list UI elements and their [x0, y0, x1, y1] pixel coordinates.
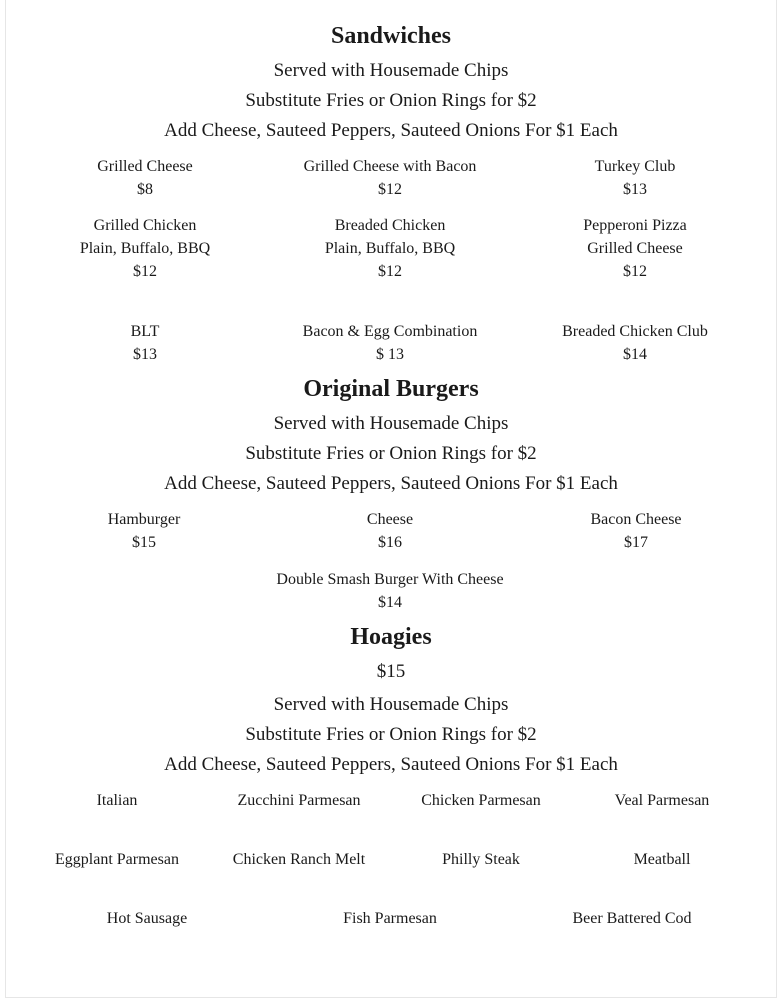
item-name: Breaded Chicken Club — [562, 323, 708, 340]
item-price: $12 — [378, 263, 402, 280]
item-price: $12 — [623, 263, 647, 280]
menu-item-turkey-club — [505, 155, 765, 201]
hoagies-note-chips: Served with Housemade Chips — [273, 694, 509, 715]
menu-item-breaded-chicken-club — [505, 320, 765, 366]
burgers-note-addons: Add Cheese, Sauteed Peppers, Sauteed Onions For $1 Each — [164, 473, 618, 494]
menu-item-bacon-egg — [260, 320, 520, 366]
hoagies-price: $15 — [376, 661, 406, 682]
hoagie-fish-parmesan: Fish Parmesan — [343, 910, 437, 927]
item-price: $13 — [133, 346, 157, 363]
menu-item-hamburger — [14, 508, 274, 554]
item-name: Cheese — [366, 511, 414, 528]
item-name: Grilled Chicken — [93, 217, 197, 234]
hoagie-eggplant-parmesan: Eggplant Parmesan — [55, 851, 179, 868]
menu-item-grilled-cheese — [15, 155, 275, 201]
item-price: $14 — [378, 594, 402, 611]
menu-item-bacon-cheese — [506, 508, 766, 554]
item-price: $16 — [378, 534, 402, 551]
item-sub: Plain, Buffalo, BBQ — [324, 240, 456, 257]
menu-item-double-smash — [210, 568, 570, 614]
item-price: $8 — [137, 181, 153, 198]
item-price: $15 — [132, 534, 156, 551]
menu-item-pepperoni-pizza — [505, 214, 765, 283]
menu-item-grilled-chicken — [15, 214, 275, 283]
hoagie-meatball: Meatball — [633, 851, 691, 868]
sandwiches-note-addons: Add Cheese, Sauteed Peppers, Sauteed Onions For $1 Each — [164, 120, 618, 141]
item-name: Grilled Cheese with Bacon — [303, 158, 477, 175]
sandwiches-note-chips: Served with Housemade Chips — [273, 60, 509, 81]
item-name: Breaded Chicken — [334, 217, 446, 234]
hoagie-hot-sausage: Hot Sausage — [106, 910, 188, 927]
menu-item-grilled-cheese-bacon — [260, 155, 520, 201]
hoagie-italian: Italian — [96, 792, 138, 809]
hoagie-chicken-ranch-melt: Chicken Ranch Melt — [232, 851, 366, 868]
item-name: Turkey Club — [594, 158, 676, 175]
item-name: Double Smash Burger With Cheese — [276, 571, 504, 588]
item-sub: Grilled Cheese — [587, 240, 683, 257]
menu-item-cheese — [260, 508, 520, 554]
hoagies-note-substitute: Substitute Fries or Onion Rings for $2 — [245, 724, 537, 745]
hoagie-veal-parmesan: Veal Parmesan — [614, 792, 710, 809]
item-name: Bacon Cheese — [590, 511, 682, 528]
hoagie-beer-battered-cod: Beer Battered Cod — [572, 910, 692, 927]
page-frame — [5, 0, 777, 998]
item-name: BLT — [130, 323, 160, 340]
item-price: $14 — [623, 346, 647, 363]
item-price: $17 — [624, 534, 648, 551]
hoagie-chicken-parmesan: Chicken Parmesan — [421, 792, 541, 809]
menu-item-breaded-chicken — [260, 214, 520, 283]
menu-item-blt — [15, 320, 275, 366]
item-sub: Plain, Buffalo, BBQ — [79, 240, 211, 257]
section-title-sandwiches: Sandwiches — [330, 23, 452, 49]
sandwiches-note-substitute: Substitute Fries or Onion Rings for $2 — [245, 90, 537, 111]
burgers-note-chips: Served with Housemade Chips — [273, 413, 509, 434]
section-title-hoagies: Hoagies — [350, 624, 432, 650]
burgers-note-substitute: Substitute Fries or Onion Rings for $2 — [245, 443, 537, 464]
item-price: $13 — [623, 181, 647, 198]
item-name: Pepperoni Pizza — [583, 217, 687, 234]
item-price: $12 — [133, 263, 157, 280]
section-title-burgers: Original Burgers — [303, 376, 479, 402]
item-price: $ 13 — [376, 346, 404, 363]
item-name: Bacon & Egg Combination — [302, 323, 478, 340]
hoagies-note-addons: Add Cheese, Sauteed Peppers, Sauteed Onions For $1 Each — [164, 754, 618, 775]
item-price: $12 — [378, 181, 402, 198]
hoagie-philly-steak: Philly Steak — [442, 851, 520, 868]
hoagie-zucchini-parmesan: Zucchini Parmesan — [237, 792, 361, 809]
item-name: Hamburger — [107, 511, 181, 528]
item-name: Grilled Cheese — [97, 158, 193, 175]
